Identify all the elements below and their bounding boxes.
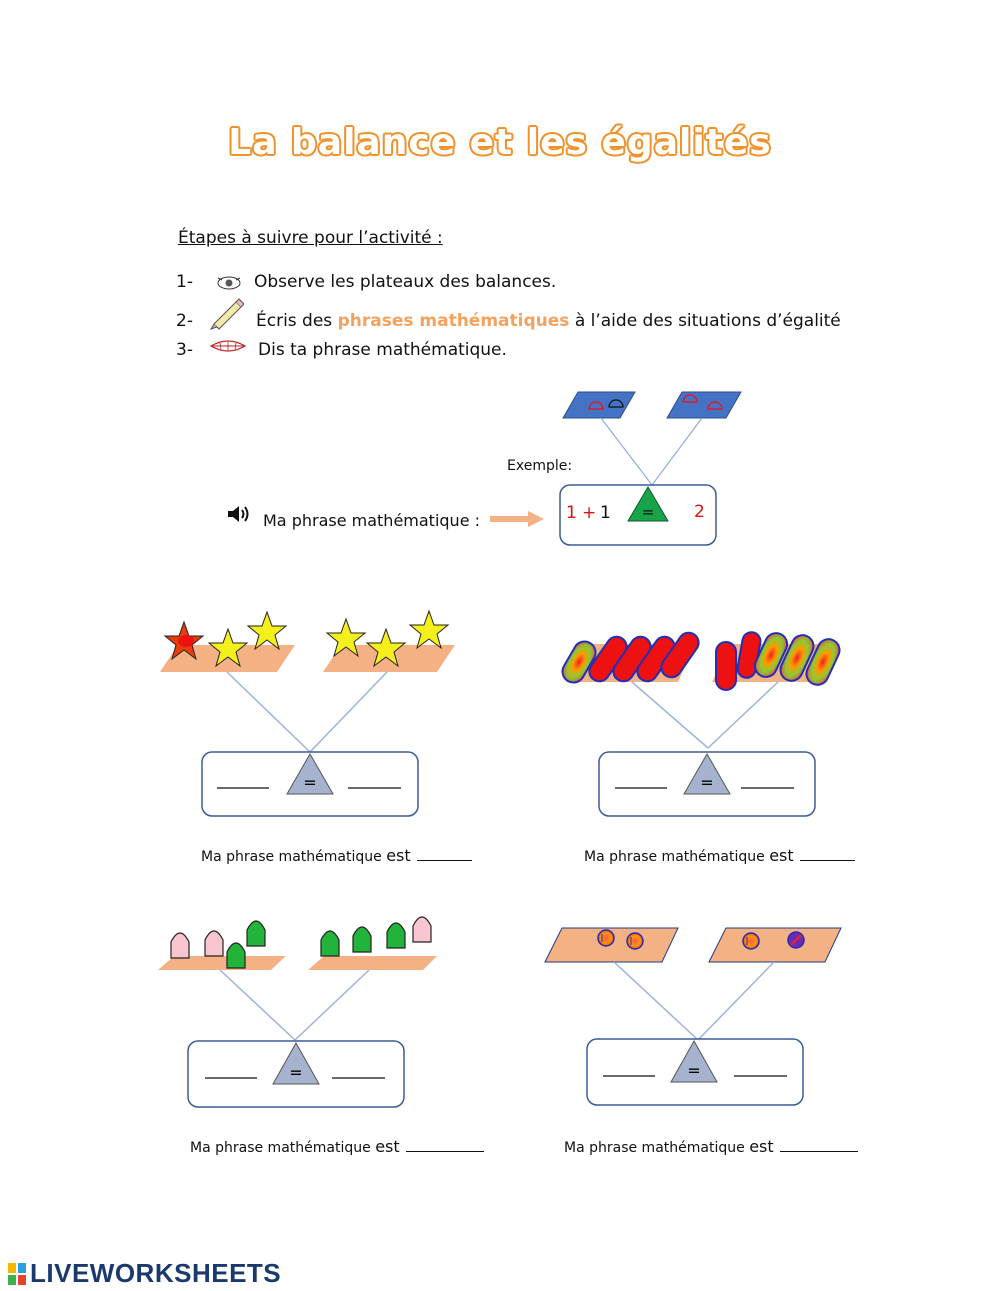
tray-right [709, 928, 841, 962]
step-2-highlight: phrases mathématiques [337, 311, 570, 331]
phrase-est: est [769, 846, 794, 865]
step-2-text [256, 311, 841, 331]
brand-logo[interactable] [8, 1258, 281, 1289]
eye-icon [214, 274, 244, 292]
balance-bullets [155, 912, 445, 1112]
speaker-icon[interactable] [226, 503, 252, 525]
star-icon [248, 612, 286, 649]
step-2-text-before: Écris des [256, 311, 333, 331]
bullet-icon [247, 921, 265, 946]
steps-heading: Étapes à suivre pour l’activité : [178, 228, 443, 248]
phrase-line-3 [190, 1137, 484, 1156]
phrase-label: Ma phrase mathématique [190, 1140, 371, 1156]
step-1-text: Observe les plateaux des balances. [254, 272, 557, 292]
equals-sign: = [303, 773, 317, 792]
balance-sausages [560, 620, 850, 820]
phrase-label: Ma phrase mathématique [564, 1140, 745, 1156]
equals-sign: = [700, 773, 714, 792]
bullet-icon [227, 943, 245, 968]
phrase-est: est [749, 1137, 774, 1156]
example-left-a: 1 [566, 503, 577, 523]
phrase-label: Ma phrase mathématique [584, 849, 765, 865]
example-audio-label: Ma phrase mathématique : [263, 511, 481, 530]
arrow-right-icon [488, 508, 548, 530]
marble-icon [627, 933, 643, 949]
phrase-line-2 [584, 846, 855, 865]
marble-icon [598, 930, 614, 946]
equals-sign: = [289, 1063, 303, 1082]
liveworksheets-logo-icon [8, 1263, 26, 1285]
step-2-text-after: à l’aide des situations d’égalité [574, 311, 841, 331]
step-2 [176, 311, 193, 331]
phrase-line-1 [201, 846, 472, 865]
example-left-b: 1 [600, 503, 611, 523]
phrase-line-4 [564, 1137, 858, 1156]
balance-stars [155, 608, 455, 823]
bullet-icon [387, 923, 405, 948]
phrase-label: Ma phrase mathématique [201, 849, 382, 865]
page-title: La balance et les égalités [228, 122, 772, 163]
example-left-tray [563, 392, 635, 418]
sausage-icon [716, 642, 736, 690]
bullet-icon [171, 933, 189, 958]
marble-icon [743, 933, 759, 949]
example-right-tray [667, 392, 741, 418]
answer-blank[interactable] [780, 1137, 858, 1152]
bullet-icon [205, 931, 223, 956]
bullet-icon [413, 917, 431, 942]
answer-blank[interactable] [417, 846, 472, 861]
step-3 [176, 340, 193, 360]
step-number: 3- [176, 340, 193, 360]
example-balance [540, 385, 750, 550]
step-number: 2- [176, 311, 193, 331]
example-equals: = [641, 503, 655, 521]
phrase-est: est [386, 846, 411, 865]
bullet-icon [321, 931, 339, 956]
bullet-icon [353, 927, 371, 952]
example-right: 2 [694, 502, 705, 522]
example-plus: + [582, 503, 597, 523]
pencil-icon [208, 296, 244, 330]
brand-text: LIVEWORKSHEETS [30, 1258, 282, 1288]
step-number: 1- [176, 272, 193, 292]
balance-marbles [542, 920, 842, 1110]
step-1 [176, 272, 193, 292]
answer-blank[interactable] [406, 1137, 484, 1152]
phrase-est: est [375, 1137, 400, 1156]
step-3-text: Dis ta phrase mathématique. [258, 340, 507, 360]
answer-blank[interactable] [800, 846, 855, 861]
example-label: Exemple: [507, 458, 573, 474]
tray-right [308, 956, 437, 970]
mouth-icon [208, 338, 248, 356]
star-icon [410, 611, 448, 648]
equals-sign: = [687, 1061, 701, 1080]
